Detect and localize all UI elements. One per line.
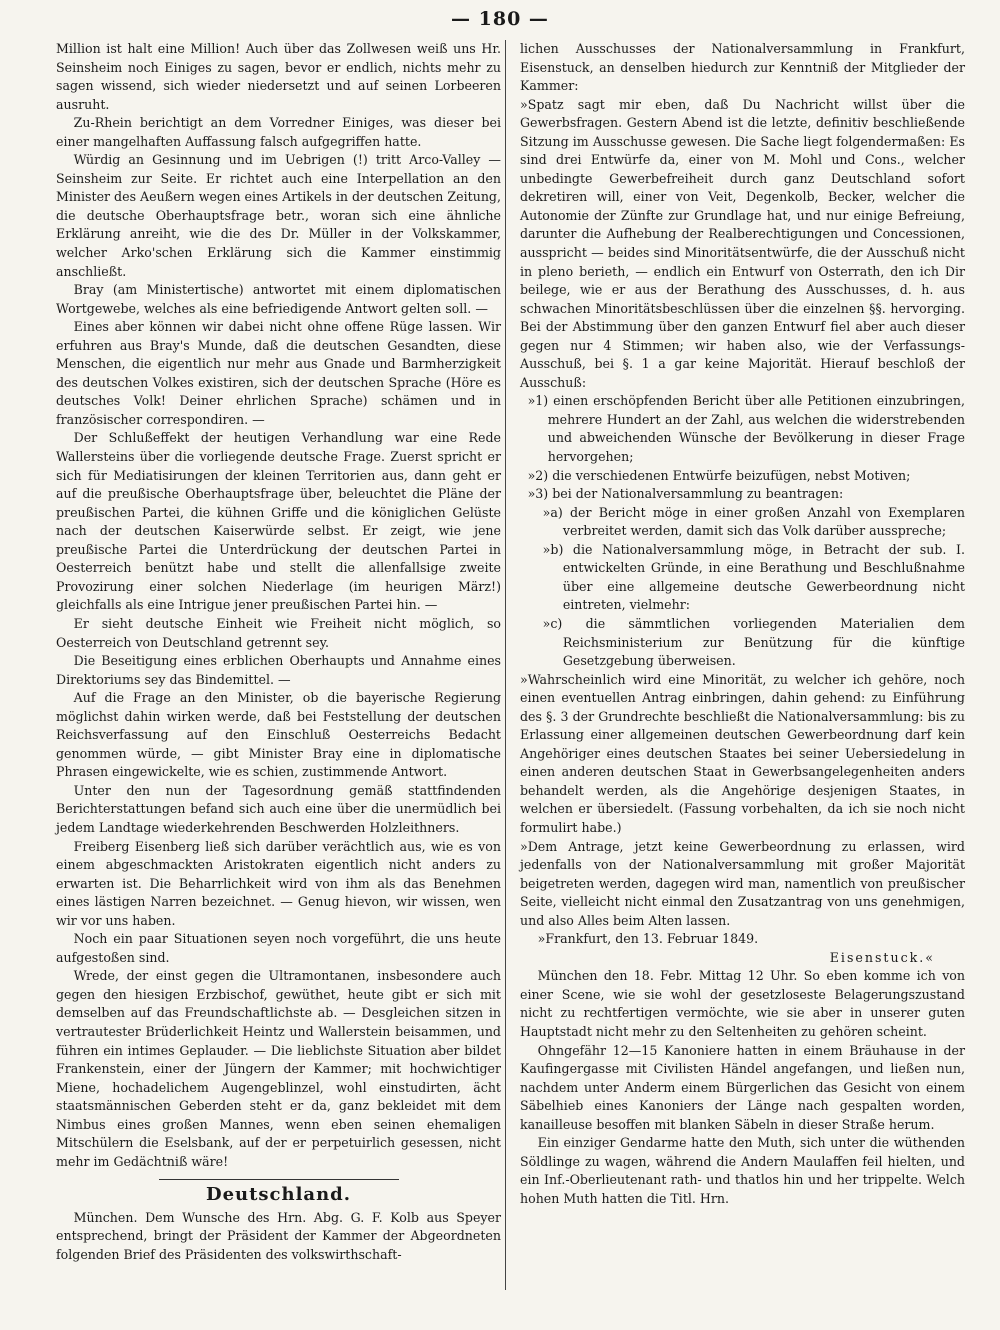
paragraph: Zu-Rhein berichtigt an dem Vorredner Einiges, was dieser bei einer mangelhaften Auffassung falsch aufgegriffen hatte. [56,115,501,149]
left-column [56,40,501,1265]
paragraph: Würdig an Gesinnung und im Uebrigen (!) tritt Arco-Valley — Seinsheim zur Seite. Er richtet auch eine Interpellation an den Minister des Aeußern wegen eines Artikels in der deutschen Zeitung, die deutsche Oberhauptsfrage betr., woran sich eine ähnliche Erklärung anreiht, wie die des Dr. Müller in der Volkskammer, welcher Arko'schen Erklärung sich die Kammer einstimmig anschließt. [56,152,501,279]
letter-paragraph: »Dem Antrage, jetzt keine Gewerbeordnung zu erlassen, wird jedenfalls von der Nationalversammlung mit großer Majorität beigetreten werden, dagegen wird man, namentlich von preußischer Seite, vielleicht nicht einmal den Zusatzantrag von uns genehmigen, und also Alles beim Alten lassen. [520,838,965,928]
paragraph: Ohngefähr 12—15 Kanoniere hatten in einem Bräuhause in der Kaufingergasse mit Civilisten Händel angefangen, und ließen nun, nachdem unter Anderm einem Bürgerlichen das Gesicht von einem Säbelhieb eines Kanoniers der Länge nach gespalten worden, kanailleuse besoffen mit blanken Säbeln in dieser Straße herum. [520,1042,965,1132]
paragraph: Bray (am Ministertische) antwortet mit einem diplomatischen Wortgewebe, welches als eine befriedigende Antwort gelten soll. — [56,282,501,316]
letter-item: »2) die verschiedenen Entwürfe beizufügen, nebst Motiven; [527,467,911,483]
letter-subitem: »a) der Bericht möge in einer großen Anzahl von Exemplaren verbreitet werden, damit sich das Volk darüber ausspreche; [542,504,965,539]
paragraph: Freiberg Eisenberg ließ sich darüber verächtlich aus, wie es von einem abgeschmackten Aristokraten eigentlich nicht anders zu erwarten ist. Die Beharrlichkeit wird von ihm als das Benehmen eines lästigen Narren bezeichnet. — Genug hievon, wir wissen, wen wir vor uns haben. [56,838,501,928]
letter-item: »1) einen erschöpfenden Bericht über alle Petitionen einzubringen, mehrere Hundert an der Zahl, aus welchen die widerstrebenden und abweichenden Wünsche der Bevölkerung in dieser Frage hervorgehen; [527,393,965,465]
paragraph: Er sieht deutsche Einheit wie Freiheit nicht möglich, so Oesterreich von Deutschland getrennt sey. [56,615,501,650]
paragraph: Ein einziger Gendarme hatte den Muth, sich unter die wüthenden Söldlinge zu wagen, während die Andern Maulaffen feil hielten, und ein Inf.-Oberlieutenant rath- und thatlos hin und her trippelte. Welch hohen Muth hatten die Titl. Hrn. [520,1135,965,1206]
paragraph: Die Beseitigung eines erblichen Oberhaupts und Annahme eines Direktoriums sey das Bindemittel. — [56,653,501,687]
page-number: — 180 — [451,8,549,30]
paragraph: Unter den nun der Tagesordnung gemäß stattfindenden Berichterstattungen befand sich auch eine über die unermüdlich bei jedem Landtage wiederkehrenden Beschwerden Holzleithners. [56,782,501,835]
paragraph: München. Dem Wunsche des Hrn. Abg. G. F. Kolb aus Speyer entsprechend, bringt der Präsident der Kammer der Abgeordneten folgenden Brief des Präsidenten des volkswirthschaft- [56,1209,501,1262]
paragraph: Eines aber können wir dabei nicht ohne offene Rüge lassen. Wir erfuhren aus Bray's Munde, daß die deutschen Gesandten, diese Menschen, die eigentlich nur mehr aus Gnade und Barmherzigkeit des deutschen Volkes existiren, sich der deutschen Sprache (Höre es deutsches Volk! Deiner ehrlichen Sprache) schämen und in französischer correspondiren. — [56,319,501,427]
letter-subitem: »c) die sämmtlichen vorliegenden Materialien dem Reichsministerium zur Benützung für die künftige Gesetzgebung überweisen. [542,615,965,669]
letter-paragraph: »Spatz sagt mir eben, daß Du Nachricht willst über die Gewerbsfragen. Gestern Abend ist die letzte, definitiv beschließende Sitzung im Ausschusse gewesen. Die Sache liegt folgendermaßen: Es sind drei Entwürfe da, einer von M. Mohl und Cons., welcher unbedingte Gewerbefreiheit durch ganz Deutschland sofort dekretiren will, einer von Veit, Degenkolb, Becker, welcher die Autonomie der Zünfte zur Grundlage hat, und nur einige Befreiung, darunter die Aufhebung der Realberechtigungen und Concessionen, ausspricht — beides sind Minoritätsentwürfe, die der Ausschuß nicht in pleno berieth, — endlich ein Entwurf von Osterrath, den ich Dir beilege, wie er aus der Berathung des Ausschusses, d. h. aus schwachen Minoritätsbeschlüssen über die einzelnen §§. hervorging. Bei der Abstimmung über den ganzen Entwurf fiel aber auch dieser gegen nur 4 Stimmen; wir haben also, wie der Verfassungs-Ausschuß, bei §. 1 a gar keine Majorität. Hierauf beschloß der Ausschuß: [520,96,965,390]
section-divider [159,1179,399,1180]
paragraph: Auf die Frage an den Minister, ob die bayerische Regierung möglichst dahin wirken werde, daß bei Feststellung der deutschen Reichsverfassung auf den Einschluß Oesterreichs Bedacht genommen würde, — gibt Minister Bray eine in diplomatische Phrasen eingewickelte, wie es schien, zustimmende Antwort. [56,690,501,780]
paragraph: Million ist halt eine Million! Auch über das Zollwesen weiß uns Hr. Seinsheim noch Einiges zu sagen, bevor er endlich, nichts mehr zu sagen wissend, sich wieder niedersetzt und auf seinen Lorbeeren ausruht. [56,41,501,112]
paragraph: Wrede, der einst gegen die Ultramontanen, insbesondere auch gegen den hiesigen Erzbischof, gewüthet, heute gibt er sich mit demselben auf das Freundschaftlichste ab. — Desgleichen sitzen in vertrautester Brüderlichkeit Heintz und Wallerstein beisammen, und führen ein intimes Geplauder. — Die lieblichste Situation aber bildet Frankenstein, einer der Jüngern der Kammer; mit hochwichtiger Miene, hochadelichem Augengeblinzel, wohl einstudirten, ächt staatsmännischen Geberden steht er da, ganz bekleidet mit dem Nimbus eines großen Mannes, wenn eben seinen ehemaligen Mitschülern die Eselsbank, auf der er perpetuirlich gesessen, nicht mehr im Gedächtniß wäre! [56,968,501,1169]
paragraph: lichen Ausschusses der Nationalversammlung in Frankfurt, Eisenstuck, an denselben hiedurch zur Kenntniß der Mitglieder der Kammer: [520,41,965,94]
section-title: Deutschland. [205,1184,352,1206]
letter-signature: Eisenstuck.« [829,949,935,965]
paragraph: München den 18. Febr. Mittag 12 Uhr. So eben komme ich von einer Scene, wie sie wohl der gesetzloseste Belagerungszustand nicht zu rechtfertigen vermöchte, wie sie aber in unserer guten Hauptstadt nicht mehr zu den Seltenheiten zu gehören scheint. [520,968,965,1039]
paragraph: Noch ein paar Situationen seyen noch vorgeführt, die uns heute aufgestoßen sind. [56,931,501,965]
letter-dateline: »Frankfurt, den 13. Februar 1849. [537,931,759,947]
letter-paragraph: »Wahrscheinlich wird eine Minorität, zu welcher ich gehöre, noch einen eventuellen Antrag einbringen, dahin gehend: zu Einführung des §. 3 der Grundrechte beschließt die Nationalversammlung: bis zu Erlassung einer allgemeinen deutschen Gewerbeordnung darf kein Angehöriger eines deutschen Staates bei seiner Uebersiedelung in einen anderen deutschen Staat in Gewerbsangelegenheiten anders behandelt werden, als die Angehörige desjenigen Staates, in welchen er übersiedelt. (Fassung vorbehalten, da ich sie noch nicht formulirt habe.) [520,671,965,835]
letter-item: »3) bei der Nationalversammlung zu beantragen: [527,486,844,502]
column-rule [505,40,506,1290]
letter-subitem: »b) die Nationalversammlung möge, in Betracht der sub. I. entwickelten Gründe, in eine Berathung und Beschlußnahme über eine allgemeine deutsche Gewerbeordnung nicht eintreten, vielmehr: [542,541,965,613]
paragraph: Der Schlußeffekt der heutigen Verhandlung war eine Rede Wallersteins über die vorliegende deutsche Frage. Zuerst spricht er sich für Mediatisirungen der kleinen Territorien aus, dann geht er auf die preußische Oberhauptsfrage über, beleuchtet die Pläne der preußischen Partei, die kühnen Griffe und die königlichen Gelüste nach der deutschen Kaiserwürde selbst. Er zeigt, wie jene preußische Partei die Unterdrückung der deutschen Partei in Oesterreich benützt habe und stellt die allenfallsige zweite Provozirung einer solchen Niederlage (im heurigen März!) gleichfalls als eine Intrigue jener preußischen Partei hin. — [56,430,501,613]
right-column [520,40,965,1208]
